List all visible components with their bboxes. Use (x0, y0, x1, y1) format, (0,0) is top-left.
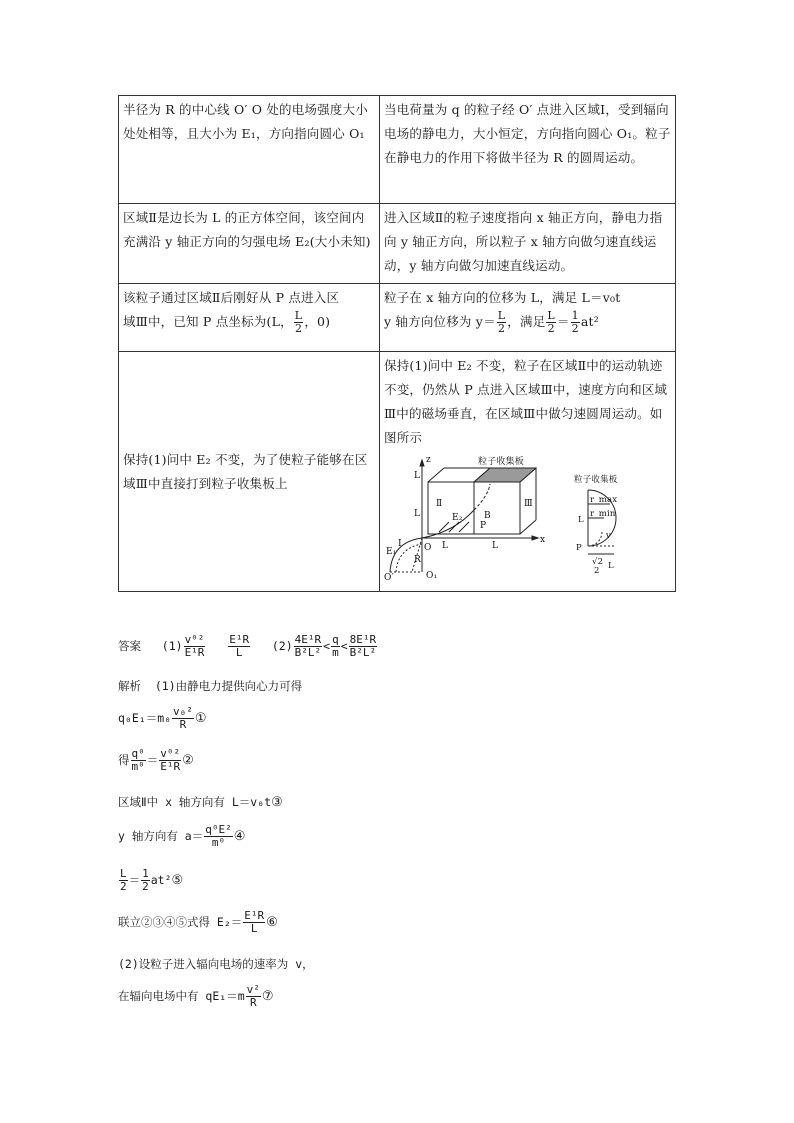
equation-5: $\frac{L}{2}$ ＝ $\frac{1}{2}$ at²⑤ (120, 867, 184, 893)
collector-board-label: 粒子收集板 (574, 475, 618, 485)
length-label: L (414, 509, 421, 519)
cell-text: ，0) (304, 314, 331, 329)
x-axis-label: x (540, 535, 546, 545)
cell-text: y 轴方向位移为 y＝ (384, 314, 496, 329)
equation-8: 在辐向电场中有 qE₁＝m $\frac{\text{v²}}{R}$ ⑦ (118, 983, 274, 1009)
cell-text: 保持(1)问中 E₂ 不变，为了使粒子能够在区域Ⅲ中直接打到粒子收集板上 (123, 451, 368, 491)
equation-1: q₀E₁＝m₀ $\frac{\text{v₀²}}{R}$ ① (118, 705, 207, 731)
point-p-label: P (576, 543, 582, 553)
table-cell-condition (119, 204, 380, 284)
equation-4: y 轴方向有 a＝ $\frac{\text{q⁰E²}}{\text{m⁰}}$ ④ (118, 823, 246, 849)
cell-text: 半径为 R 的中心线 O′ O 处的电场强度大小处处相等，且大小为 E₁，方向指向圆心 O₁ (123, 102, 368, 141)
fraction-1-over-2: $\frac{1}{2}$ (571, 309, 579, 335)
o-prime-label: O′ (384, 573, 394, 583)
origin-label: O (424, 543, 432, 553)
table-cell-condition (119, 284, 380, 352)
cell-text: 该粒子通过区域Ⅱ后刚好从 P 点进入区 (123, 290, 340, 305)
analysis-table (118, 95, 676, 592)
cell-text: ，满足 (507, 314, 546, 329)
collector-board-figure (574, 474, 654, 574)
table-row (119, 96, 676, 204)
table-cell-condition (119, 352, 380, 592)
collector-board-label: 粒子收集板 (478, 457, 525, 467)
cell-text: 当电荷量为 q 的粒子经 O′ 点进入区域Ⅰ，受到辐向电场的静电力，大小恒定，方向指向圆心 O₁。粒子在静电力的作用下将做半径为 R 的圆周运动。 (384, 102, 671, 165)
fraction-L-over-2: $\frac{L}{2}$ (294, 309, 303, 335)
velocity-label: v (606, 531, 612, 541)
cell-text: 粒子在 x 轴方向的位移为 L，满足 L＝v₀t (384, 290, 621, 305)
point-p-label: P (480, 521, 487, 531)
z-axis-label: z (426, 455, 431, 465)
table-cell-analysis (380, 204, 676, 284)
cell-text: at² (580, 314, 599, 329)
table-cell-analysis (380, 96, 676, 204)
equation-7: (2)设粒子进入辐向电场的速率为 v， (118, 957, 314, 971)
table-cell-analysis (380, 284, 676, 352)
e2-label: E₂ (452, 513, 463, 523)
fraction-L-over-2: $\frac{L}{2}$ (547, 309, 555, 335)
b-field-label: B (484, 511, 491, 521)
rmin-label: r_min (590, 509, 616, 519)
trajectory-3d-figure (384, 454, 554, 584)
length-label: L (608, 561, 614, 571)
answer-line: 答案 (1) $\frac{\text{v⁰²}}{\text{E¹R}}$ $\frac{\text{E¹R}}{L}$ (2) $\frac{\text{4E¹R}}{\text{B²L²}}$ < $\frac{q}{m}$ < $\frac{\text{8E¹R}}{\text{B²L²}}$ (118, 633, 377, 659)
sqrt2-label: √2 (592, 557, 604, 567)
length-label: L (442, 541, 449, 551)
region-3-label: Ⅲ (524, 499, 533, 509)
length-label: L (578, 515, 584, 525)
length-label: L (414, 471, 421, 481)
equation-3: 区域Ⅱ中 x 轴方向有 L＝v₀t③ (118, 795, 283, 810)
region-2-label: Ⅱ (436, 499, 443, 509)
fraction-L-over-2: $\frac{L}{2}$ (497, 309, 506, 335)
table-row (119, 204, 676, 284)
length-label: L (492, 541, 499, 551)
region-1-label: Ⅰ (398, 539, 402, 549)
figure-area (384, 454, 671, 586)
cell-text: 域Ⅲ中，已知 P 点坐标为(L， (123, 314, 293, 329)
cell-text: 保持(1)问中 E₂ 不变，粒子在区域Ⅱ中的运动轨迹不变，仍然从 P 点进入区域Ⅲ中，速度方向和区域Ⅲ中的磁场垂直，在区域Ⅲ中做匀速圆周运动。如图所示 (384, 358, 668, 445)
radius-label: R (414, 555, 421, 565)
analysis-intro: 解析 (1)由静电力提供向心力可得 (118, 679, 303, 693)
e1-label: E₁ (386, 547, 397, 557)
table-row (119, 284, 676, 352)
cell-text: ＝ (556, 314, 570, 329)
table-cell-condition (119, 96, 380, 204)
equation-6: 联立②③④⑤式得 E₂＝ $\frac{\text{E¹R}}{L}$ ⑥ (118, 909, 278, 935)
equation-2: 得 $\frac{\text{q⁰}}{\text{m⁰}}$ ＝ $\frac{\text{v⁰²}}{\text{E¹R}}$ ② (118, 747, 194, 773)
cell-text: 区域Ⅱ是边长为 L 的正方体空间，该空间内充满沿 y 轴正方向的匀强电场 E₂(大小未知) (123, 210, 371, 249)
denominator-label: 2 (594, 566, 600, 574)
cell-text: 进入区域Ⅱ的粒子速度指向 x 轴正方向，静电力指向 y 轴正方向，所以粒子 x 轴方向做匀速直线运动，y 轴方向做匀加速直线运动。 (384, 210, 663, 273)
rmax-label: r_max (590, 495, 618, 505)
table-row (119, 352, 676, 592)
center-o1-label: O₁ (426, 571, 438, 581)
table-cell-analysis (380, 352, 676, 592)
